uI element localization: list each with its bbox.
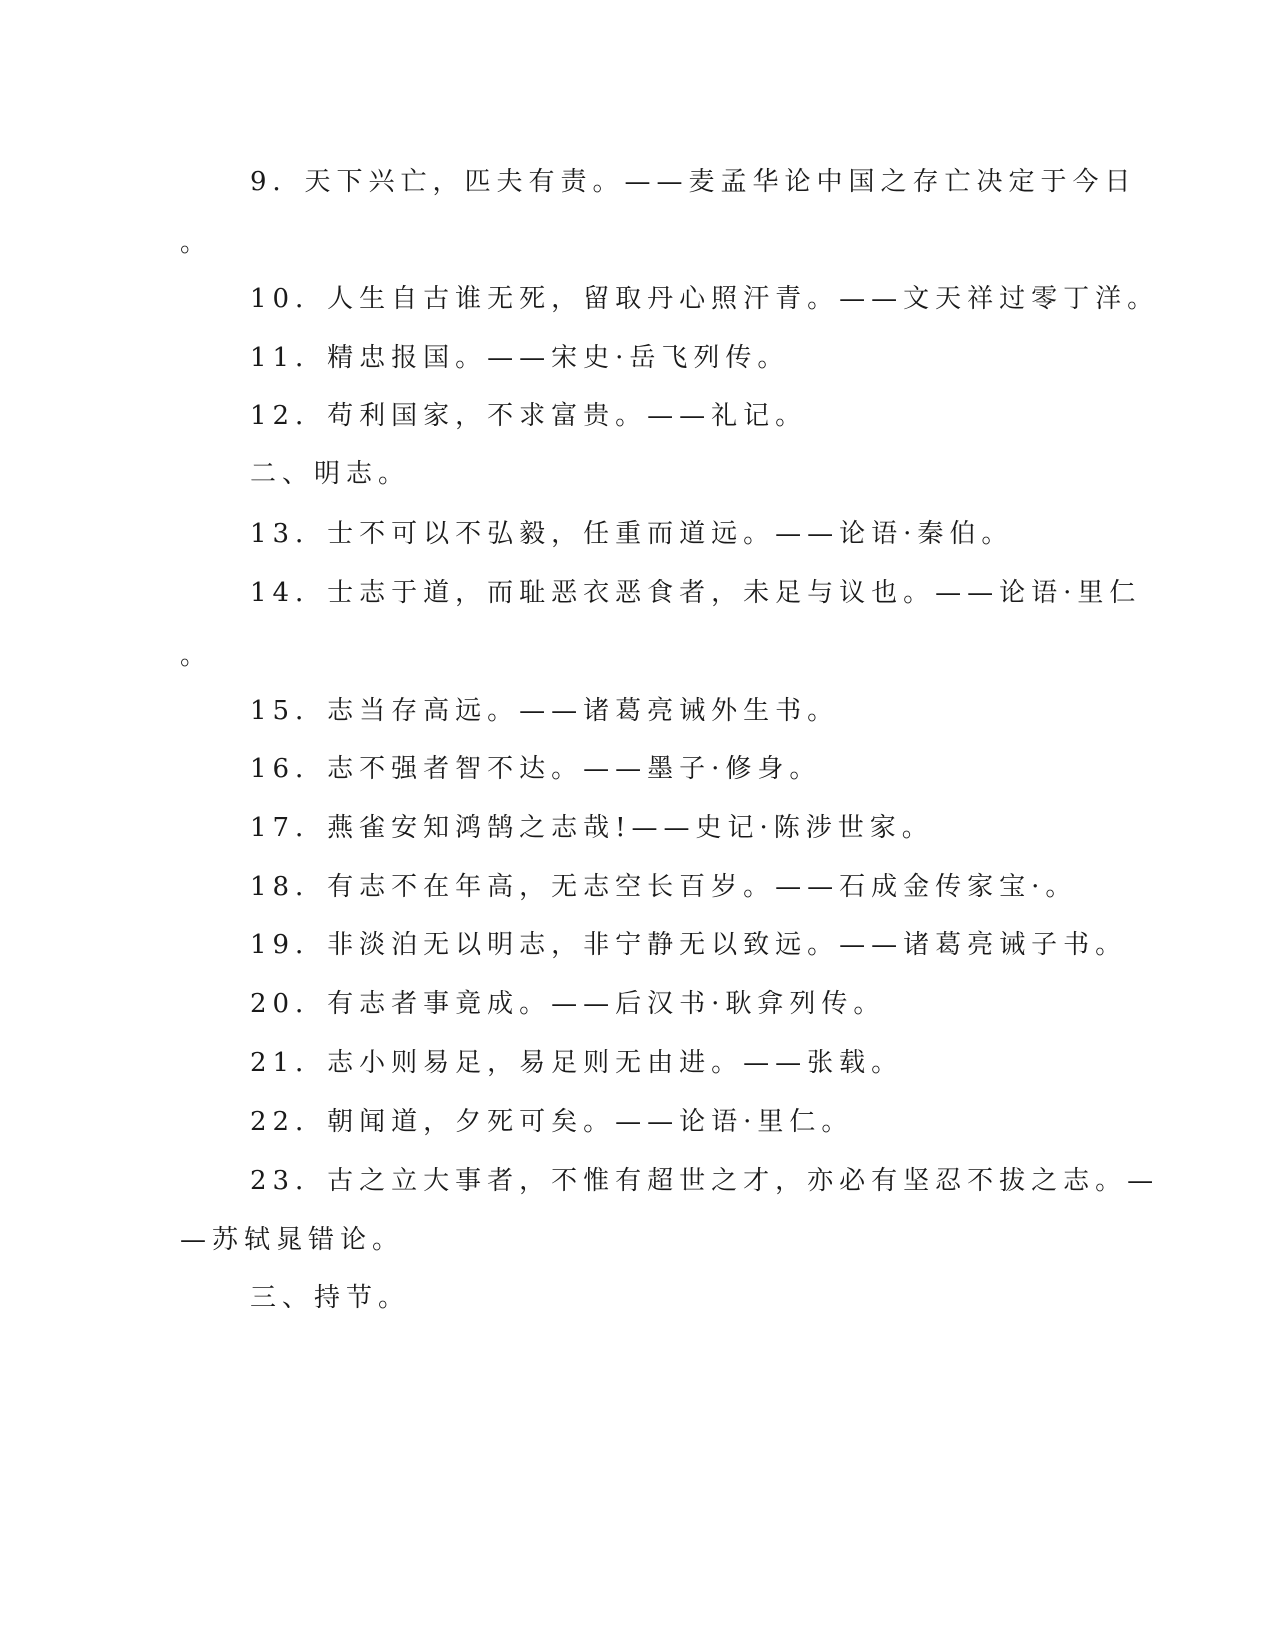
quote-line-10: 10．人生自古谁无死，留取丹心照汗青。——文天祥过零丁洋。 [250, 284, 1160, 314]
section-heading-chijie: 三、持节。 [250, 1283, 411, 1313]
quote-line-9: 9．天下兴亡，匹夫有责。——麦孟华论中国之存亡决定于今日 [250, 167, 1137, 197]
quote-line-9-continued: 。 [180, 228, 213, 258]
section-heading-mingzhi: 二、明志。 [250, 459, 411, 489]
quote-line-13: 13．士不可以不弘毅，任重而道远。——论语·秦伯。 [250, 519, 1014, 549]
quote-line-12: 12．苟利国家，不求富贵。——礼记。 [250, 401, 808, 431]
quote-line-16: 16．志不强者智不达。——墨子·修身。 [250, 754, 822, 784]
quote-line-20: 20．有志者事竟成。——后汉书·耿弇列传。 [250, 989, 886, 1019]
quote-line-14-continued: 。 [180, 641, 213, 671]
quote-line-11: 11．精忠报国。——宋史·岳飞列传。 [250, 343, 790, 373]
quote-line-17: 17．燕雀安知鸿鹄之志哉!——史记·陈涉世家。 [250, 813, 934, 843]
quote-line-14: 14．士志于道，而耻恶衣恶食者，未足与议也。——论语·里仁 [250, 578, 1142, 608]
quote-line-21: 21．志小则易足，易足则无由进。——张载。 [250, 1048, 904, 1078]
quote-line-23: 23．古之立大事者，不惟有超世之才，亦必有坚忍不拔之志。— [250, 1166, 1160, 1196]
quote-line-23-continued: —苏轼晁错论。 [180, 1225, 405, 1255]
quote-line-15: 15．志当存高远。——诸葛亮诫外生书。 [250, 696, 840, 726]
quote-line-22: 22．朝闻道，夕死可矣。——论语·里仁。 [250, 1107, 854, 1137]
quote-line-19: 19．非淡泊无以明志，非宁静无以致远。——诸葛亮诫子书。 [250, 930, 1128, 960]
quote-line-18: 18．有志不在年高，无志空长百岁。——石成金传家宝·。 [250, 872, 1078, 902]
